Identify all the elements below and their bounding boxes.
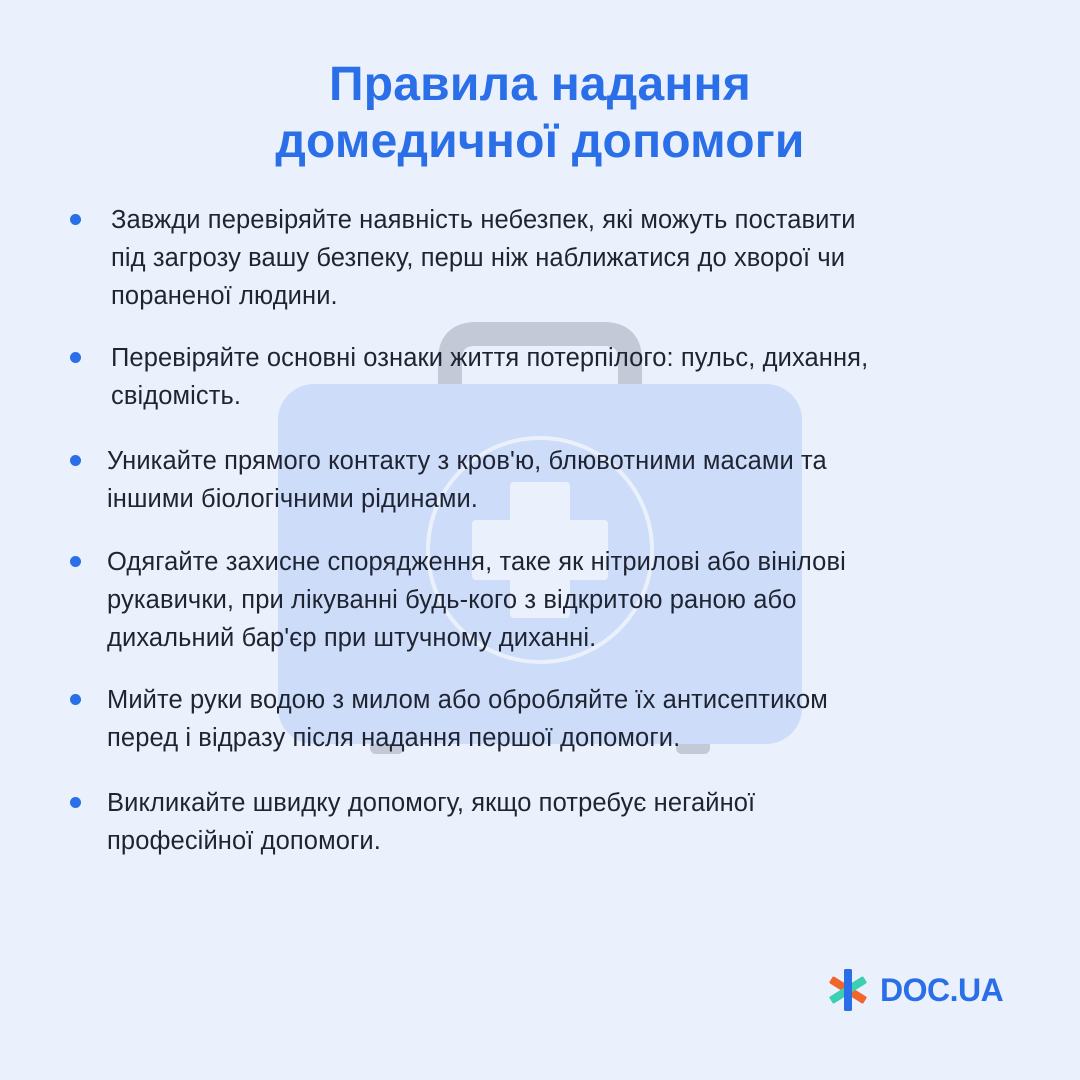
rule-line: Мийте руки водою з милом або обробляйте їх антисептиком bbox=[107, 686, 828, 714]
rule-text bbox=[107, 784, 755, 860]
bullet-icon bbox=[70, 797, 81, 808]
rule-text bbox=[111, 201, 856, 315]
bullet-icon bbox=[70, 352, 81, 363]
rule-line: пораненої людини. bbox=[111, 282, 338, 310]
bullet-icon bbox=[70, 556, 81, 567]
logo-text: DOC.UA bbox=[880, 971, 1004, 1008]
rule-line: професійної допомоги. bbox=[107, 827, 381, 855]
rule-text bbox=[107, 681, 828, 757]
rule-line: Одягайте захисне спорядження, таке як нітрилові або вінілові bbox=[107, 548, 846, 576]
page-title-line-1: Правила надання bbox=[329, 58, 751, 111]
rule-text bbox=[111, 339, 868, 415]
bullet-icon bbox=[70, 694, 81, 705]
rule-line: Перевіряйте основні ознаки життя потерпілого: пульс, дихання, bbox=[111, 344, 869, 372]
doc-ua-logo bbox=[826, 967, 1003, 1013]
rule-line: дихальний бар'єр при штучному диханні. bbox=[107, 624, 597, 652]
rule-line: перед і відразу після надання першої допомоги. bbox=[107, 724, 681, 752]
rule-line: свідомість. bbox=[111, 382, 242, 410]
page-title-line-2: домедичної допомоги bbox=[275, 115, 805, 168]
rule-line: рукавички, при лікуванні будь-кого з відкритою раною або bbox=[107, 586, 797, 614]
rule-line: під загрозу вашу безпеку, перш ніж наближатися до хворої чи bbox=[111, 244, 846, 272]
rule-text bbox=[107, 442, 827, 518]
bullet-icon bbox=[70, 214, 81, 225]
rule-line: Викликайте швидку допомогу, якщо потребує негайної bbox=[107, 789, 756, 817]
rule-line: Уникайте прямого контакту з кров'ю, блювотними масами та bbox=[107, 447, 827, 475]
doc-ua-cross-logo-icon bbox=[826, 968, 870, 1012]
bullet-icon bbox=[70, 455, 81, 466]
rule-text bbox=[107, 543, 846, 657]
rule-line: Завжди перевіряйте наявність небезпек, які можуть поставити bbox=[111, 206, 856, 234]
rule-line: іншими біологічними рідинами. bbox=[107, 485, 478, 513]
